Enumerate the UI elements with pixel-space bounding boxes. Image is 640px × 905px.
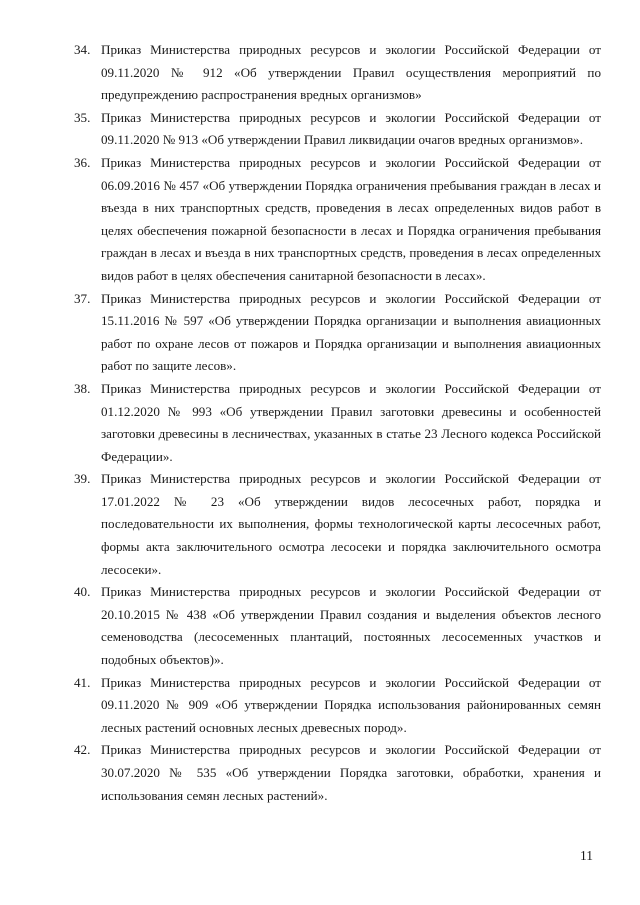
item-number: 42. [74, 742, 91, 758]
item-text: Приказ Министерства природных ресурсов и экологии Российской Федерации от 20.10.2015 № 438 «Об утверждении Правил создания и выделения объектов лесного семеноводства (лесосеменных плантаций, постоянных лесосеменных участков и подобных объектов)». [101, 584, 601, 668]
item-number: 37. [74, 290, 91, 306]
item-number: 39. [74, 471, 91, 487]
list-item-41 [74, 672, 601, 740]
item-number: 35. [74, 109, 91, 125]
item-text: Приказ Министерства природных ресурсов и экологии Российской Федерации от 17.01.2022 № 23 «Об утверждении видов лесосечных работ, порядка и последовательности их выполнения, формы технологической карты лесосечных работ, формы акта заключительного осмотра лесосеки и порядка заключительного осмотра лесосеки». [101, 471, 601, 577]
item-text: Приказ Министерства природных ресурсов и экологии Российской Федерации от 09.11.2020 № 912 «Об утверждении Правил осуществления мероприятий по предупреждению распространения вредных организмов» [101, 42, 601, 103]
item-text: Приказ Министерства природных ресурсов и экологии Российской Федерации от 06.09.2016 № 457 «Об утверждении Порядка ограничения пребывания граждан в лесах и въезда в них транспортных средств, проведения в лесах определенных видов работ в целях обеспечения пожарной безопасности в лесах и Порядка ограничения пребывания граждан в лесах и въезда в них транспортных средств, проведения в лесах определенных видов работ в целях обеспечения санитарной безопасности в лесах». [101, 154, 601, 283]
list-item-38 [74, 378, 601, 468]
page-number: 11 [580, 848, 593, 863]
item-text: Приказ Министерства природных ресурсов и экологии Российской Федерации от 01.12.2020 № 993 «Об утверждении Правил заготовки древесины и особенностей заготовки древесины в лесничествах, указанных в статье 23 Лесного кодекса Российской Федерации». [101, 380, 601, 464]
list-item-34 [74, 39, 601, 107]
list-item-37 [74, 288, 601, 378]
legal-acts-list [74, 39, 601, 807]
list-item-40 [74, 581, 601, 671]
item-number: 36. [74, 154, 91, 170]
list-item-36 [74, 152, 601, 288]
list-item-39 [74, 468, 601, 581]
item-text: Приказ Министерства природных ресурсов и экологии Российской Федерации от 15.11.2016 № 597 «Об утверждении Порядка организации и выполнения авиационных работ по охране лесов от пожаров и Порядка организации и выполнения авиационных работ по защите лесов». [101, 290, 601, 374]
item-number: 41. [74, 674, 91, 690]
item-number: 40. [74, 584, 91, 600]
item-text: Приказ Министерства природных ресурсов и экологии Российской Федерации от 30.07.2020 № 535 «Об утверждении Порядка заготовки, обработки, хранения и использования семян лесных растений». [101, 742, 601, 803]
item-text: Приказ Министерства природных ресурсов и экологии Российской Федерации от 09.11.2020 № 913 «Об утверждении Правил ликвидации очагов вредных организмов». [101, 109, 601, 148]
item-text: Приказ Министерства природных ресурсов и экологии Российской Федерации от 09.11.2020 № 909 «Об утверждении Порядка использования районированных семян лесных растений основных лесных древесных пород». [101, 674, 601, 735]
item-number: 34. [74, 42, 91, 57]
item-number: 38. [74, 380, 91, 396]
list-item-35 [74, 107, 601, 152]
list-item-42 [74, 739, 601, 807]
